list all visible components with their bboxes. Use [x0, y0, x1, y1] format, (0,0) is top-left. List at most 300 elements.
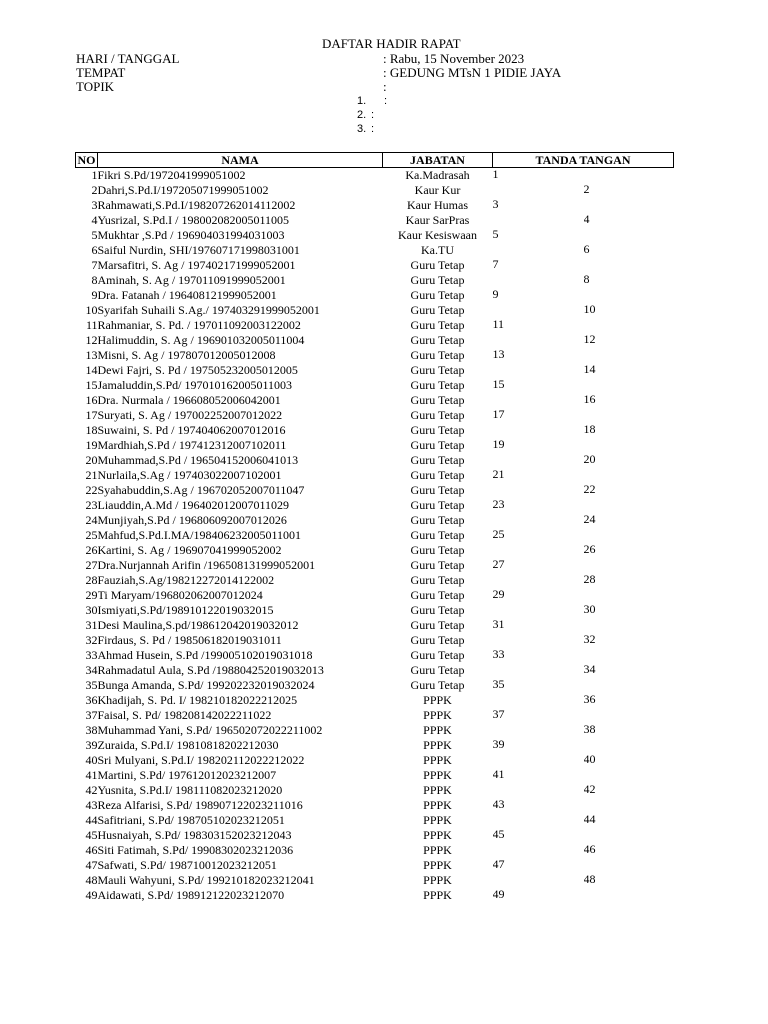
- signature-cell-left[interactable]: 35: [492, 678, 505, 691]
- signature-cell-right[interactable]: [584, 768, 674, 783]
- row-position: PPPK: [423, 798, 452, 812]
- signature-cell-right[interactable]: [584, 558, 674, 573]
- row-name: Rahmawati,S.Pd.I/198207262014112002: [97, 198, 296, 212]
- row-position: PPPK: [423, 843, 452, 857]
- signature-cell-left[interactable]: [493, 183, 584, 198]
- table-row: [76, 228, 674, 243]
- row-name: Muhammad,S.Pd / 196504152006041013: [97, 453, 299, 467]
- row-number: 44: [85, 813, 98, 827]
- table-row: [76, 288, 674, 303]
- table-row: [76, 438, 674, 453]
- table-row: [76, 318, 674, 333]
- row-number: 27: [85, 558, 98, 572]
- signature-cell-left[interactable]: [493, 603, 584, 618]
- row-name: Marsafitri, S. Ag / 197402171999052001: [97, 258, 296, 272]
- row-position: Guru Tetap: [410, 408, 465, 422]
- signature-cell-left[interactable]: [493, 333, 584, 348]
- signature-cell-right[interactable]: [584, 528, 674, 543]
- row-position: PPPK: [423, 693, 452, 707]
- row-position: Ka.Madrasah: [405, 168, 470, 182]
- signature-cell-left[interactable]: [493, 483, 584, 498]
- signature-cell-right[interactable]: [584, 408, 674, 423]
- row-number: 10: [85, 303, 98, 317]
- row-name: Mukhtar ,S.Pd / 196904031994031003: [97, 228, 285, 242]
- row-name: Dra. Fatanah / 196408121999052001: [97, 288, 277, 302]
- row-number: 11: [85, 318, 98, 332]
- signature-cell-right[interactable]: [584, 468, 674, 483]
- signature-cell-right[interactable]: 18: [583, 423, 596, 436]
- row-position: Guru Tetap: [410, 543, 465, 557]
- row-number: 38: [85, 723, 98, 737]
- row-name: Kartini, S. Ag / 196907041999052002: [97, 543, 282, 557]
- table-row: [76, 468, 674, 483]
- row-name: Rahmadatul Aula, S.Pd /198804252019032013: [97, 663, 324, 677]
- row-number: 5: [91, 228, 98, 242]
- row-number: 13: [85, 348, 98, 362]
- topic-separator-1: :: [384, 95, 388, 107]
- signature-cell-right[interactable]: [584, 648, 674, 663]
- signature-cell-left[interactable]: [493, 243, 584, 258]
- row-position: Guru Tetap: [410, 648, 465, 662]
- signature-cell-left[interactable]: 33: [492, 648, 505, 661]
- signature-cell-left[interactable]: 41: [492, 768, 505, 781]
- signature-cell-left[interactable]: [493, 783, 584, 798]
- table-row: [76, 408, 674, 423]
- signature-cell-left[interactable]: 25: [492, 528, 505, 541]
- table-row: [76, 828, 674, 843]
- signature-cell-right[interactable]: [584, 438, 674, 453]
- row-number: 20: [85, 453, 98, 467]
- row-position: PPPK: [423, 873, 452, 887]
- row-name: Siti Fatimah, S.Pd/ 19908302023212036: [97, 843, 294, 857]
- row-position: PPPK: [423, 768, 452, 782]
- table-row: [76, 333, 674, 348]
- row-number: 34: [85, 663, 98, 677]
- row-position: Guru Tetap: [410, 273, 465, 287]
- table-row: [76, 168, 674, 184]
- table-row: [76, 873, 674, 888]
- row-name: Khadijah, S. Pd. I/ 198210182022212025: [97, 693, 298, 707]
- row-number: 1: [91, 168, 98, 182]
- signature-cell-left[interactable]: 3: [492, 198, 499, 211]
- row-number: 8: [91, 273, 98, 287]
- row-number: 48: [85, 873, 98, 887]
- table-row: [76, 423, 674, 438]
- row-number: 14: [85, 363, 98, 377]
- row-position: Guru Tetap: [410, 378, 465, 392]
- topic-number-1: 1.: [357, 95, 367, 107]
- signature-cell-right[interactable]: 2: [583, 183, 590, 196]
- signature-cell-right[interactable]: [584, 348, 674, 363]
- row-number: 28: [85, 573, 98, 587]
- row-position: Kaur SarPras: [405, 213, 470, 227]
- signature-cell-left[interactable]: 37: [492, 708, 505, 721]
- signature-cell-left[interactable]: 15: [492, 378, 505, 391]
- row-position: Guru Tetap: [410, 633, 465, 647]
- signature-cell-left[interactable]: [493, 813, 584, 828]
- meta-value-date: : Rabu, 15 November 2023: [383, 51, 525, 66]
- table-row: [76, 198, 674, 213]
- row-number: 46: [85, 843, 98, 857]
- signature-cell-right[interactable]: 36: [583, 693, 596, 706]
- row-position: Guru Tetap: [410, 453, 465, 467]
- signature-cell-right[interactable]: 16: [583, 393, 596, 406]
- row-number: 18: [85, 423, 98, 437]
- row-position: Guru Tetap: [410, 528, 465, 542]
- row-number: 49: [85, 888, 98, 902]
- row-name: Faisal, S. Pd/ 198208142022211022: [97, 708, 272, 722]
- row-position: Guru Tetap: [410, 558, 465, 572]
- meta-label-date: HARI / TANGGAL: [76, 51, 180, 66]
- row-position: PPPK: [423, 813, 452, 827]
- row-number: 41: [85, 768, 98, 782]
- row-position: Guru Tetap: [410, 483, 465, 497]
- signature-cell-left[interactable]: [493, 363, 584, 378]
- row-name: Bunga Amanda, S.Pd/ 199202232019032024: [97, 678, 315, 692]
- row-number: 6: [91, 243, 98, 257]
- topic-number-2: 2.: [357, 109, 367, 121]
- row-number: 21: [85, 468, 98, 482]
- signature-cell-left[interactable]: [493, 273, 584, 288]
- table-row: [76, 813, 674, 828]
- table-row: [76, 588, 674, 603]
- row-name: Syahabuddin,S.Ag / 196702052007011047: [97, 483, 305, 497]
- row-position: Ka.TU: [421, 243, 454, 257]
- signature-cell-left[interactable]: 27: [492, 558, 505, 571]
- signature-cell-right[interactable]: 28: [583, 573, 596, 586]
- signature-cell-left[interactable]: [493, 633, 584, 648]
- signature-cell-right[interactable]: 30: [583, 603, 596, 616]
- table-row: [76, 693, 674, 708]
- table-row: [76, 603, 674, 618]
- row-name: Safwati, S.Pd/ 198710012023212051: [97, 858, 277, 872]
- row-name: Ti Maryam/196802062007012024: [97, 588, 263, 602]
- row-position: Guru Tetap: [410, 678, 465, 692]
- signature-cell-right[interactable]: [584, 798, 674, 813]
- row-name: Ismiyati,S.Pd/198910122019032015: [97, 603, 274, 617]
- meta-value-place: : GEDUNG MTsN 1 PIDIE JAYA: [383, 65, 562, 80]
- row-number: 35: [85, 678, 98, 692]
- signature-cell-right[interactable]: [584, 198, 674, 213]
- table-row: [76, 753, 674, 768]
- row-name: Dahri,S.Pd.I/197205071999051002: [97, 183, 269, 197]
- row-name: Aminah, S. Ag / 197011091999052001: [97, 273, 286, 287]
- attendance-table-body: [76, 168, 674, 904]
- header-signature: TANDA TANGAN: [493, 153, 674, 168]
- row-number: 36: [85, 693, 98, 707]
- table-row: [76, 858, 674, 873]
- signature-cell-left[interactable]: 45: [492, 828, 505, 841]
- row-number: 42: [85, 783, 98, 797]
- signature-cell-left[interactable]: 21: [492, 468, 505, 481]
- signature-cell-left[interactable]: 23: [492, 498, 505, 511]
- row-number: 37: [85, 708, 98, 722]
- row-name: Dra. Nurmala / 196608052006042001: [97, 393, 281, 407]
- row-number: 15: [85, 378, 98, 392]
- row-position: Guru Tetap: [410, 603, 465, 617]
- table-row: [76, 303, 674, 318]
- row-number: 39: [85, 738, 98, 752]
- signature-cell-right[interactable]: 38: [583, 723, 596, 736]
- table-row: [76, 243, 674, 258]
- header-name: NAMA: [98, 153, 383, 168]
- row-number: 16: [85, 393, 98, 407]
- signature-cell-left[interactable]: 13: [492, 348, 505, 361]
- table-row: [76, 273, 674, 288]
- row-name: Martini, S.Pd/ 197612012023212007: [97, 768, 277, 782]
- signature-cell-left[interactable]: [493, 753, 584, 768]
- row-name: Dewi Fajri, S. Pd / 197505232005012005: [97, 363, 298, 377]
- signature-cell-right[interactable]: 46: [583, 843, 596, 856]
- signature-cell-left[interactable]: 19: [492, 438, 505, 451]
- signature-cell-right[interactable]: 14: [583, 363, 596, 376]
- signature-cell-left[interactable]: 49: [492, 888, 505, 901]
- row-position: Guru Tetap: [410, 618, 465, 632]
- row-position: PPPK: [423, 753, 452, 767]
- table-row: [76, 348, 674, 363]
- row-position: Guru Tetap: [410, 468, 465, 482]
- signature-cell-right[interactable]: 40: [583, 753, 596, 766]
- row-number: 22: [85, 483, 98, 497]
- signature-cell-left[interactable]: 5: [492, 228, 499, 241]
- row-name: Nurlaila,S.Ag / 197403022007102001: [97, 468, 282, 482]
- table-row: [76, 708, 674, 723]
- row-position: Guru Tetap: [410, 258, 465, 272]
- signature-cell-right[interactable]: [584, 258, 674, 273]
- table-row: [76, 213, 674, 228]
- signature-cell-left[interactable]: [493, 453, 584, 468]
- meta-label-place: TEMPAT: [76, 65, 126, 80]
- table-row: [76, 183, 674, 198]
- row-number: 4: [91, 213, 98, 227]
- row-name: Yusrizal, S.Pd.I / 198002082005011005: [97, 213, 290, 227]
- topic-separator-3: :: [371, 123, 375, 135]
- signature-cell-right[interactable]: [584, 228, 674, 243]
- row-name: Syarifah Suhaili S.Ag./ 197403291999052001: [97, 303, 320, 317]
- row-position: Guru Tetap: [410, 588, 465, 602]
- signature-cell-left[interactable]: 39: [492, 738, 505, 751]
- row-position: Guru Tetap: [410, 573, 465, 587]
- attendance-table: [75, 152, 674, 903]
- row-number: 23: [85, 498, 98, 512]
- row-number: 43: [85, 798, 98, 812]
- row-position: Guru Tetap: [410, 393, 465, 407]
- signature-cell-left[interactable]: [493, 543, 584, 558]
- row-position: Kaur Kur: [414, 183, 461, 197]
- topic-separator-2: :: [371, 109, 375, 121]
- row-name: Husnaiyah, S.Pd/ 198303152023212043: [97, 828, 292, 842]
- row-name: Fauziah,S.Ag/198212272014122002: [97, 573, 275, 587]
- signature-cell-left[interactable]: [493, 573, 584, 588]
- row-number: 12: [85, 333, 98, 347]
- row-number: 25: [85, 528, 98, 542]
- signature-cell-right[interactable]: [584, 738, 674, 753]
- signature-cell-left[interactable]: 11: [492, 318, 505, 331]
- row-number: 24: [85, 513, 98, 527]
- row-name: Fikri S.Pd/1972041999051002: [97, 168, 246, 182]
- row-name: Safitriani, S.Pd/ 198705102023212051: [97, 813, 285, 827]
- row-position: Kaur Humas: [407, 198, 468, 212]
- row-name: Ahmad Husein, S.Pd /199005102019031018: [97, 648, 313, 662]
- row-name: Rahmaniar, S. Pd. / 197011092003122002: [97, 318, 301, 332]
- row-name: Aidawati, S.Pd/ 198912122023212070: [97, 888, 285, 902]
- row-number: 47: [85, 858, 98, 872]
- table-row: [76, 573, 674, 588]
- row-number: 45: [85, 828, 98, 842]
- table-row: [76, 393, 674, 408]
- table-row: [76, 888, 674, 903]
- table-row: [76, 723, 674, 738]
- table-row: [76, 798, 674, 813]
- row-number: 19: [85, 438, 98, 452]
- table-row: [76, 768, 674, 783]
- table-row: [76, 648, 674, 663]
- row-number: 17: [85, 408, 98, 422]
- row-position: PPPK: [423, 708, 452, 722]
- table-row: [76, 513, 674, 528]
- signature-cell-left[interactable]: [493, 423, 584, 438]
- row-position: Guru Tetap: [410, 498, 465, 512]
- row-position: Guru Tetap: [410, 438, 465, 452]
- row-name: Suryati, S. Ag / 197002252007012022: [97, 408, 283, 422]
- table-row: [76, 543, 674, 558]
- row-name: Dra.Nurjannah Arifin /196508131999052001: [97, 558, 316, 572]
- row-position: Kaur Kesiswaan: [398, 228, 477, 242]
- signature-cell-right[interactable]: [584, 378, 674, 393]
- signature-cell-right[interactable]: 44: [583, 813, 596, 826]
- signature-cell-right[interactable]: [584, 708, 674, 723]
- table-row: [76, 258, 674, 273]
- signature-cell-left[interactable]: 17: [492, 408, 505, 421]
- signature-cell-left[interactable]: 1: [492, 167, 499, 181]
- topic-number-3: 3.: [357, 123, 367, 135]
- signature-cell-right[interactable]: [584, 858, 674, 873]
- row-position: PPPK: [423, 723, 452, 737]
- row-position: Guru Tetap: [410, 333, 465, 347]
- signature-cell-right[interactable]: 10: [583, 303, 596, 316]
- signature-cell-left[interactable]: 43: [492, 798, 505, 811]
- signature-cell-left[interactable]: [493, 213, 584, 228]
- signature-cell-right[interactable]: 26: [583, 543, 596, 556]
- signature-cell-right[interactable]: 8: [583, 273, 590, 286]
- row-position: Guru Tetap: [410, 663, 465, 677]
- table-row: [76, 528, 674, 543]
- signature-cell-right[interactable]: [584, 288, 674, 303]
- header-no: NO: [77, 152, 96, 167]
- row-name: Sri Mulyani, S.Pd.I/ 198202112022212022: [97, 753, 305, 767]
- row-number: 31: [85, 618, 98, 632]
- signature-cell-left[interactable]: [493, 663, 584, 678]
- row-number: 40: [85, 753, 98, 767]
- signature-cell-right[interactable]: 34: [583, 663, 596, 676]
- signature-cell-right[interactable]: 12: [583, 333, 596, 346]
- row-position: PPPK: [423, 858, 452, 872]
- signature-cell-right[interactable]: [584, 168, 674, 184]
- row-position: Guru Tetap: [410, 318, 465, 332]
- meta-value-topic: :: [383, 79, 387, 94]
- row-name: Mahfud,S.Pd.I.MA/198406232005011001: [97, 528, 302, 542]
- row-number: 2: [91, 183, 98, 197]
- signature-cell-left[interactable]: [493, 723, 584, 738]
- signature-cell-right[interactable]: 24: [583, 513, 596, 526]
- row-name: Mardhiah,S.Pd / 197412312007102011: [97, 438, 287, 452]
- table-row: [76, 633, 674, 648]
- signature-cell-left[interactable]: [493, 393, 584, 408]
- row-position: Guru Tetap: [410, 513, 465, 527]
- signature-cell-right[interactable]: 4: [583, 213, 590, 226]
- signature-cell-right[interactable]: 22: [583, 483, 596, 496]
- signature-cell-right[interactable]: [584, 588, 674, 603]
- signature-cell-left[interactable]: [493, 843, 584, 858]
- signature-cell-right[interactable]: 42: [583, 783, 596, 796]
- row-name: Misni, S. Ag / 197807012005012008: [97, 348, 276, 362]
- signature-cell-right[interactable]: 20: [583, 453, 596, 466]
- signature-cell-right[interactable]: 48: [583, 873, 596, 886]
- row-name: Liauddin,A.Md / 196402012007011029: [97, 498, 290, 512]
- table-row: [76, 453, 674, 468]
- row-number: 30: [85, 603, 98, 617]
- signature-cell-right[interactable]: [584, 678, 674, 693]
- meta-label-topic: TOPIK: [76, 79, 115, 94]
- table-row: [76, 663, 674, 678]
- signature-cell-left[interactable]: [493, 303, 584, 318]
- row-name: Saiful Nurdin, SHI/197607171998031001: [97, 243, 300, 257]
- row-position: Guru Tetap: [410, 423, 465, 437]
- table-header-row: [76, 153, 674, 168]
- row-name: Yusnita, S.Pd.I/ 198111082023212020: [97, 783, 283, 797]
- signature-cell-left[interactable]: 47: [492, 858, 505, 871]
- signature-cell-left[interactable]: [493, 513, 584, 528]
- signature-cell-left[interactable]: 29: [492, 588, 505, 601]
- signature-cell-left[interactable]: 7: [492, 258, 499, 271]
- row-name: Halimuddin, S. Ag / 196901032005011004: [97, 333, 305, 347]
- row-position: Guru Tetap: [410, 348, 465, 362]
- signature-cell-right[interactable]: 6: [583, 243, 590, 256]
- signature-cell-right[interactable]: [584, 888, 674, 903]
- signature-cell-right[interactable]: [584, 318, 674, 333]
- signature-cell-right[interactable]: [584, 498, 674, 513]
- signature-cell-left[interactable]: [493, 873, 584, 888]
- row-number: 3: [91, 198, 98, 212]
- signature-cell-left[interactable]: 9: [492, 288, 499, 301]
- row-name: Suwaini, S. Pd / 197404062007012016: [97, 423, 286, 437]
- row-name: Mauli Wahyuni, S.Pd/ 199210182023212041: [97, 873, 315, 887]
- signature-cell-left[interactable]: [493, 693, 584, 708]
- signature-cell-right[interactable]: 32: [583, 633, 596, 646]
- row-name: Munjiyah,S.Pd / 196806092007012026: [97, 513, 287, 527]
- row-name: Zuraida, S.Pd.I/ 19810818202212030: [97, 738, 279, 752]
- row-number: 9: [91, 288, 98, 302]
- table-row: [76, 498, 674, 513]
- document-title: DAFTAR HADIR RAPAT: [322, 36, 461, 51]
- signature-cell-left[interactable]: 31: [492, 618, 505, 631]
- table-row: [76, 363, 674, 378]
- table-row: [76, 378, 674, 393]
- row-position: Guru Tetap: [410, 303, 465, 317]
- signature-cell-right[interactable]: [584, 828, 674, 843]
- signature-cell-right[interactable]: [584, 618, 674, 633]
- table-row: [76, 783, 674, 798]
- row-name: Firdaus, S. Pd / 198506182019031011: [97, 633, 282, 647]
- row-number: 26: [85, 543, 98, 557]
- table-row: [76, 678, 674, 693]
- row-name: Desi Maulina,S.pd/198612042019032012: [97, 618, 299, 632]
- row-number: 33: [85, 648, 98, 662]
- row-number: 7: [91, 258, 98, 272]
- row-name: Jamaluddin,S.Pd/ 197010162005011003: [97, 378, 293, 392]
- row-number: 32: [85, 633, 98, 647]
- row-position: PPPK: [423, 888, 452, 902]
